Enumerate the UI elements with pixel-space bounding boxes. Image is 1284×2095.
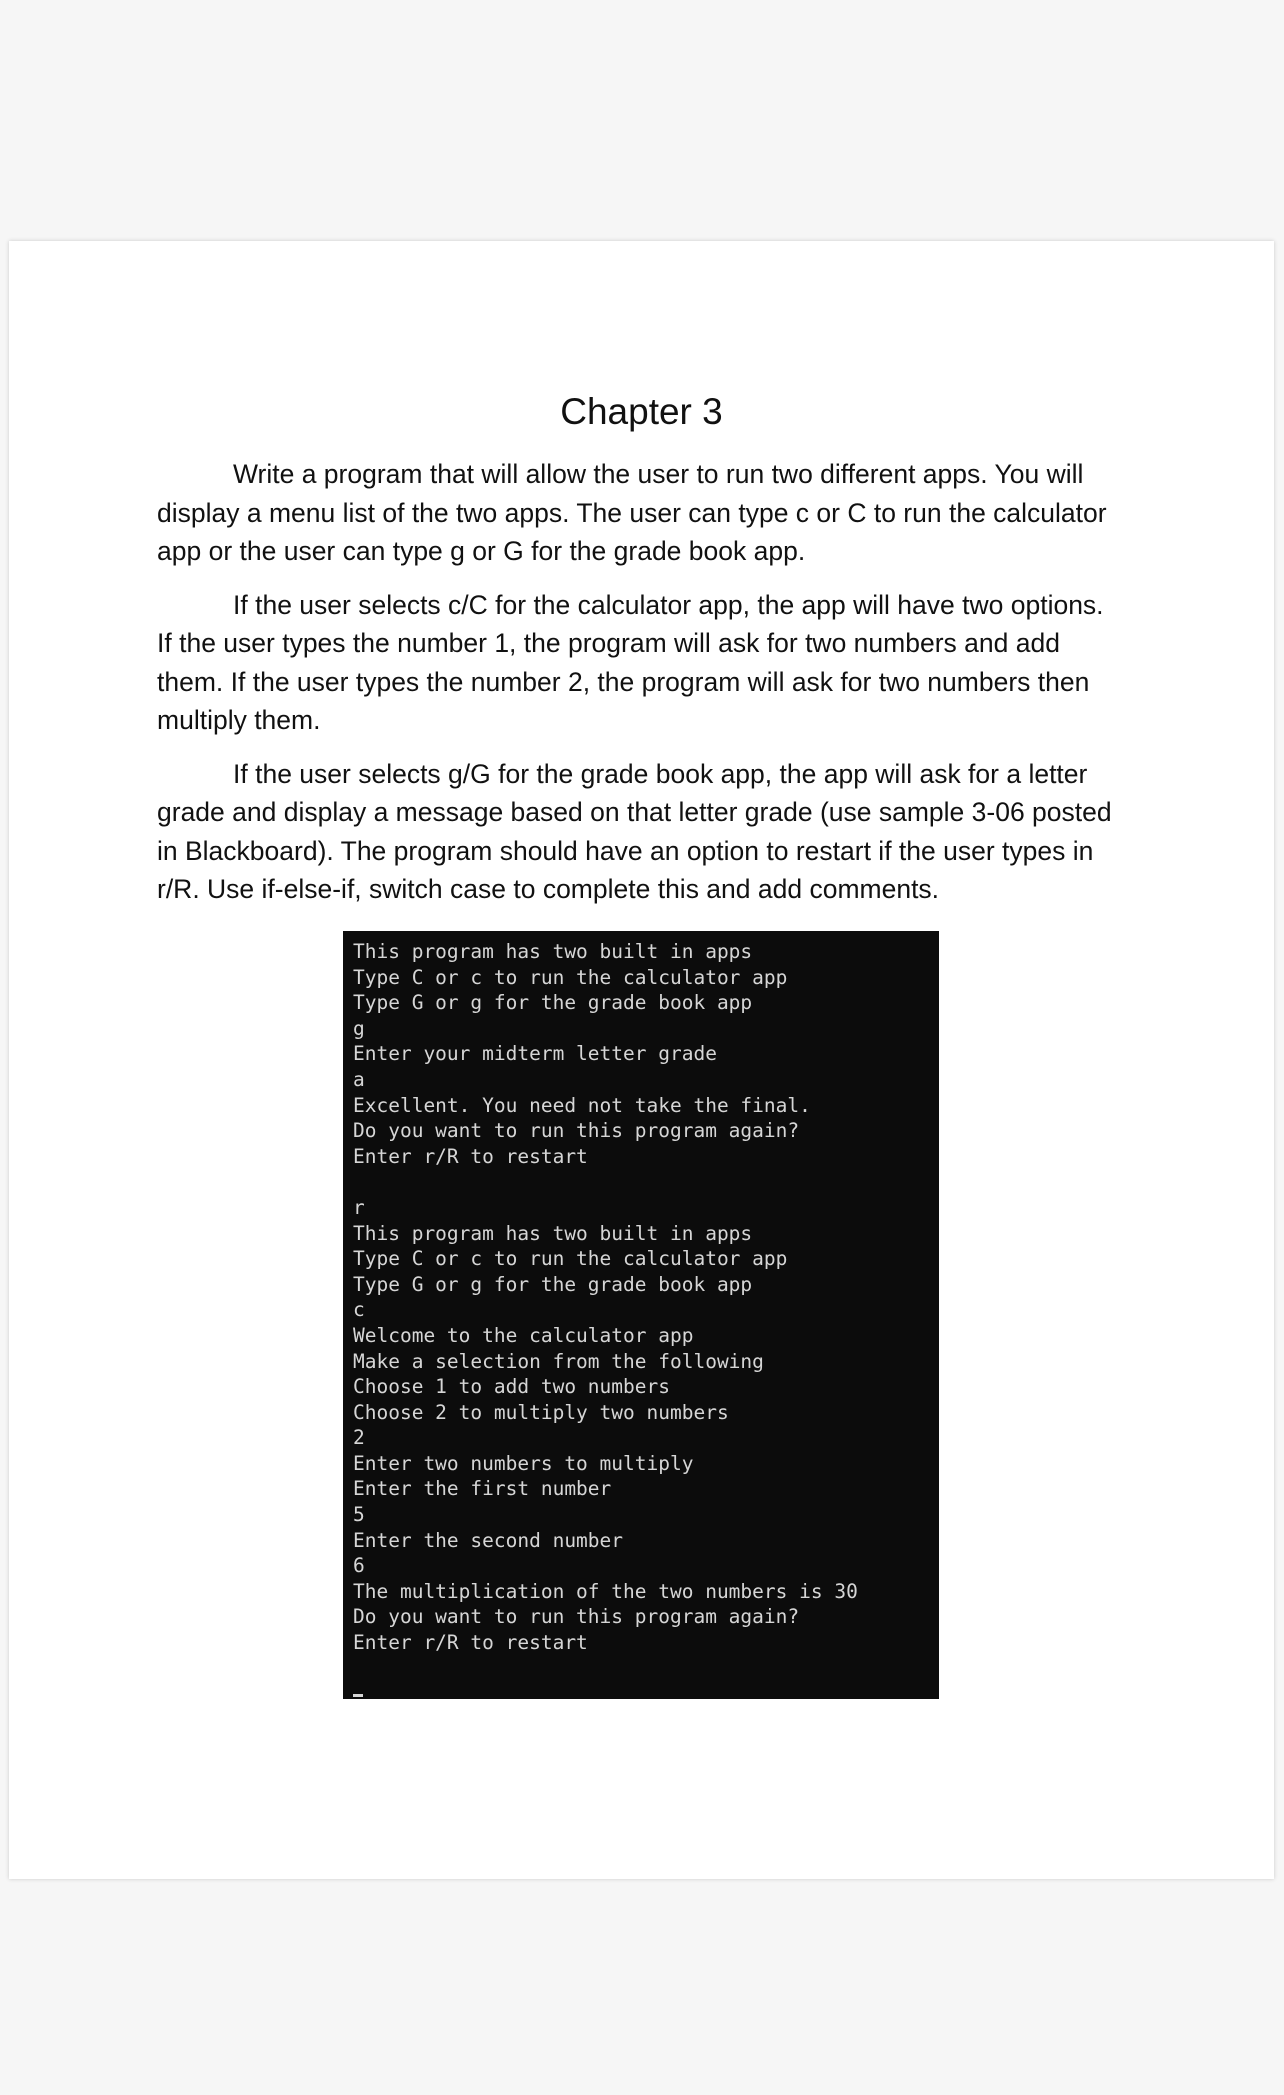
console-line (353, 1169, 929, 1195)
console-line: The multiplication of the two numbers is 30 (353, 1579, 858, 1603)
console-line: g (353, 1016, 365, 1040)
document-page (9, 241, 1274, 1879)
console-line: Enter the second number (353, 1528, 624, 1552)
paragraph: If the user selects c/C for the calculator app, the app will have two options. If the user types the number 1, the program will ask for two numbers and add them. If the user types the number 2, the program will ask for two numbers then multiply them. (157, 589, 1104, 735)
console-line: Welcome to the calculator app (353, 1323, 694, 1347)
console-line: This program has two built in apps (353, 1221, 753, 1245)
console-line: Type C or c to run the calculator app (353, 1247, 788, 1271)
console-line: Enter r/R to restart (353, 1144, 588, 1168)
console-output (353, 939, 929, 1656)
assignment-text (157, 455, 1125, 924)
console-screenshot (343, 931, 939, 1699)
console-line: 6 (353, 1554, 365, 1578)
console-line: Type G or g for the grade book app (353, 1272, 753, 1296)
console-line: Do you want to run this program again? (353, 1119, 800, 1143)
console-line: Enter r/R to restart (353, 1631, 588, 1655)
console-line: Choose 1 to add two numbers (353, 1375, 670, 1399)
console-line: Do you want to run this program again? (353, 1605, 800, 1629)
console-cursor (353, 1694, 363, 1697)
console-line: Make a selection from the following (353, 1349, 764, 1373)
console-line: c (353, 1298, 365, 1322)
console-line: Enter your midterm letter grade (353, 1042, 717, 1066)
console-line: Enter the first number (353, 1477, 612, 1501)
console-line: a (353, 1067, 365, 1091)
paragraph: If the user selects g/G for the grade book app, the app will ask for a letter grade and display a message based on that letter grade (use sample 3-06 posted in Blackboard). The program should have an option to restart if the user types in r/R. Use if-else-if, switch case to complete this and add comments. (157, 758, 1112, 904)
paragraph: Write a program that will allow the user to run two different apps. You will display a menu list of the two apps. The user can type c or C to run the calculator app or the user can type g or G for the grade book app. (157, 459, 1107, 566)
console-line: Excellent. You need not take the final. (353, 1093, 811, 1117)
console-line: 2 (353, 1426, 365, 1450)
console-line: Type C or c to run the calculator app (353, 965, 788, 989)
console-line: This program has two built in apps (353, 940, 753, 963)
console-line: 5 (353, 1503, 365, 1527)
console-line: Enter two numbers to multiply (353, 1451, 694, 1475)
console-line: r (353, 1195, 365, 1219)
console-line: Type G or g for the grade book app (353, 991, 753, 1015)
console-line: Choose 2 to multiply two numbers (353, 1400, 729, 1424)
page-title: Chapter 3 (560, 391, 723, 432)
